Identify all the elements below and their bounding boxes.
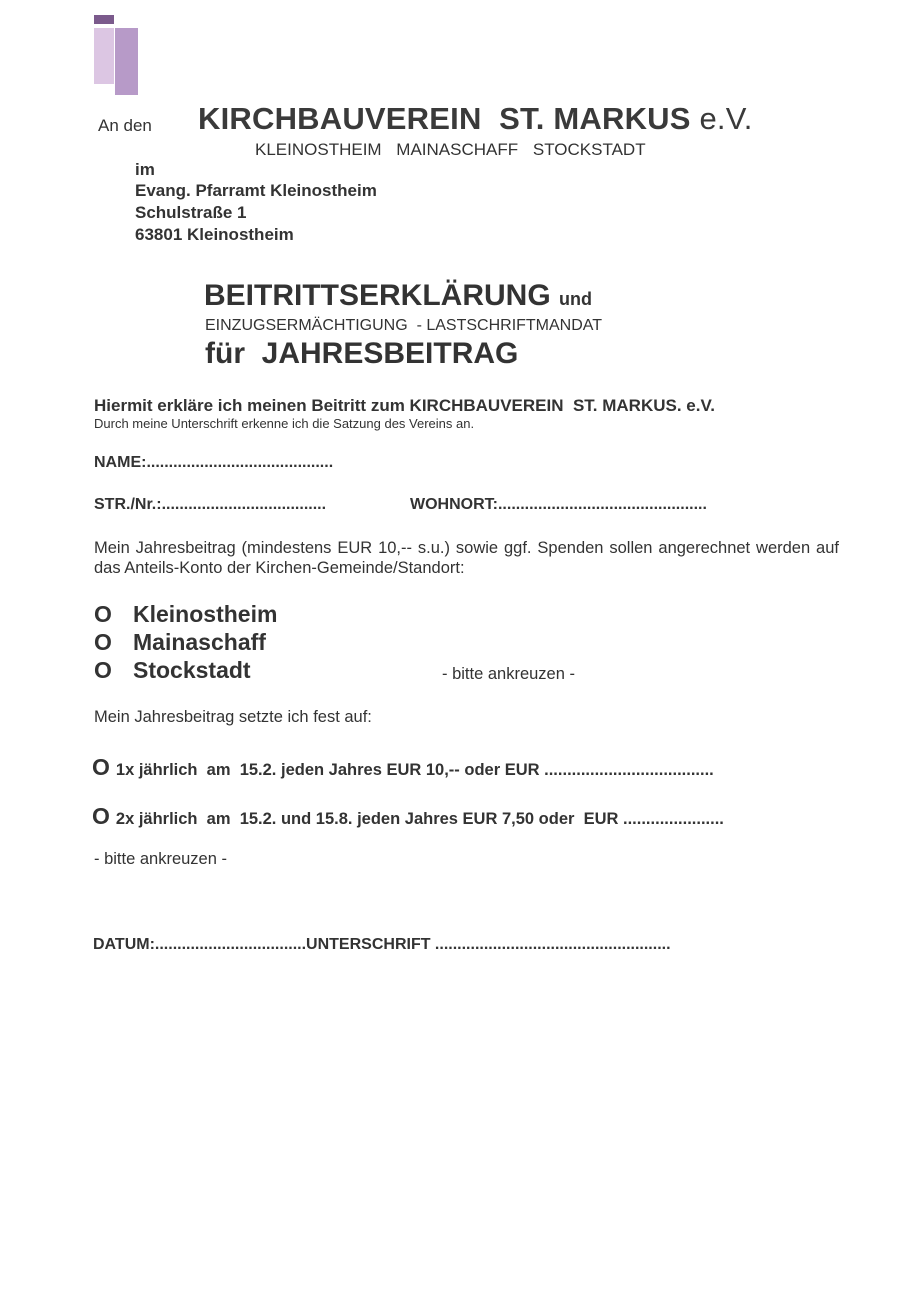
street-field[interactable]: STR./Nr.:..................................... (94, 496, 327, 513)
organization-logo (94, 15, 138, 95)
location-option-1[interactable] (94, 601, 277, 628)
form-subtitle: EINZUGSERMÄCHTIGUNG - LASTSCHRIFTMANDAT (205, 317, 603, 334)
recipient-prefix: An den (98, 116, 152, 135)
form-title-suffix: und (559, 289, 592, 309)
declaration-note: Durch meine Unterschrift erkenne ich die Satzung des Vereins an. (94, 416, 475, 431)
checkbox-marker-icon[interactable]: O (92, 754, 110, 780)
fee-option-label: 1x jährlich am 15.2. jeden Jahres EUR 10,-- oder EUR ..................................... (115, 761, 714, 779)
checkbox-marker-icon[interactable]: O (92, 803, 110, 829)
fee-option-1[interactable] (92, 754, 714, 781)
date-signature-line[interactable]: DATUM:..................................UNTERSCHRIFT ..................................................... (93, 936, 671, 953)
checkbox-marker-icon[interactable]: O (94, 657, 112, 683)
organization-suffix: e.V. (699, 101, 753, 136)
fee-intro: Mein Jahresbeitrag setzte ich fest auf: (94, 708, 372, 726)
address-line-1: im (135, 160, 155, 179)
address-line-4: 63801 Kleinostheim (135, 225, 294, 244)
city-field[interactable]: WOHNORT:............................................... (410, 496, 707, 513)
checkbox-marker-icon[interactable]: O (94, 629, 112, 655)
location-label: Stockstadt (133, 657, 251, 683)
address-line-3: Schulstraße 1 (135, 203, 247, 222)
account-text: Mein Jahresbeitrag (mindestens EUR 10,-- s.u.) sowie ggf. Spenden sollen angerechnet werden auf das Anteils-Konto der Kirchen-Gemeinde/Standort: (94, 539, 839, 577)
declaration-text: Hiermit erkläre ich meinen Beitritt zum KIRCHBAUVEREIN ST. MARKUS. e.V. (94, 396, 715, 415)
address-line-2: Evang. Pfarramt Kleinostheim (135, 181, 377, 200)
location-label: Mainaschaff (133, 629, 266, 655)
location-hint: - bitte ankreuzen - (442, 665, 575, 683)
fee-option-label: 2x jährlich am 15.2. und 15.8. jeden Jahres EUR 7,50 oder EUR ...................... (115, 810, 724, 828)
location-option-3[interactable] (94, 657, 251, 684)
organization-locations: KLEINOSTHEIM MAINASCHAFF STOCKSTADT (255, 140, 646, 159)
fee-hint: - bitte ankreuzen - (94, 850, 227, 868)
form-title-fee: für JAHRESBEITRAG (205, 337, 519, 370)
logo-bar-top (94, 15, 114, 24)
fee-option-2[interactable] (92, 803, 724, 830)
checkbox-marker-icon[interactable]: O (94, 601, 112, 627)
location-option-2[interactable] (94, 629, 266, 656)
logo-bar-right (115, 28, 138, 95)
logo-bar-left (94, 28, 114, 84)
location-label: Kleinostheim (133, 601, 278, 627)
organization-name-main: KIRCHBAUVEREIN ST. MARKUS (198, 101, 691, 136)
form-title-main: BEITRITTSERKLÄRUNG (204, 279, 551, 312)
organization-name (198, 101, 753, 137)
name-field[interactable]: NAME:.......................................... (94, 454, 334, 471)
form-title (204, 279, 592, 313)
